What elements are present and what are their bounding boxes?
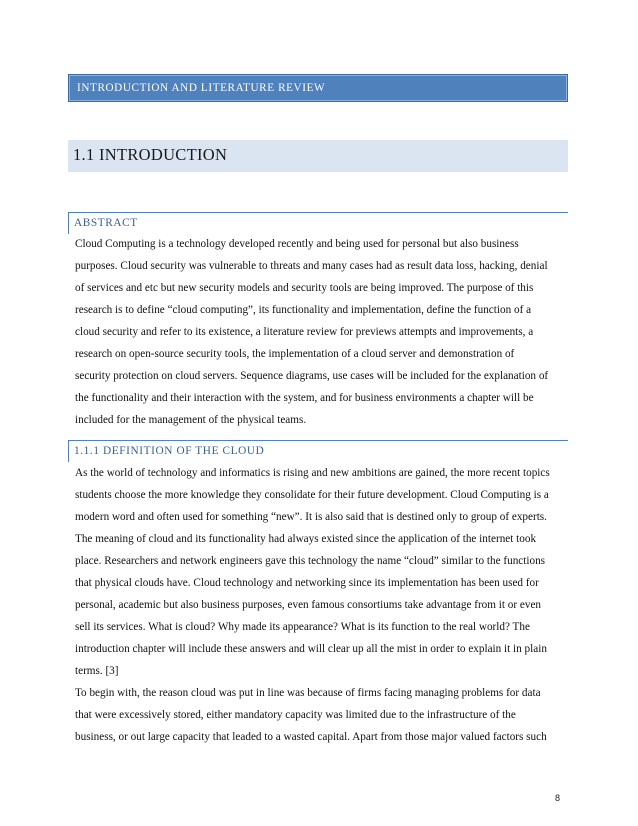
abstract-heading bbox=[68, 212, 568, 234]
paragraph-line: security protection on cloud servers. Sequence diagrams, use cases will be included for the explanation of bbox=[75, 370, 549, 382]
paragraph-line: the functionality and their interaction with the system, and for business environments a chapter will be bbox=[75, 392, 534, 404]
paragraph-line: included for the management of the physical teams. bbox=[75, 414, 307, 426]
chapter-title-banner bbox=[68, 74, 568, 102]
paragraph-line: Cloud Computing is a technology developed recently and being used for personal but also business bbox=[75, 238, 519, 250]
paragraph-line: sell its services. What is cloud? Why made its appearance? What is its function to the real world? The bbox=[75, 621, 530, 633]
definition-heading bbox=[68, 440, 568, 462]
paragraph-line: introduction chapter will include these answers and will clear up all the mist in order to explain it in plain bbox=[75, 643, 547, 655]
paragraph-line: research on open-source security tools, the implementation of a cloud server and demonstration of bbox=[75, 348, 515, 360]
paragraph-line: business, or out large capacity that leaded to a wasted capital. Apart from those major valued factors such bbox=[75, 731, 547, 743]
paragraph-line: of services and etc but new security models and security tools are being improved. The purpose of this bbox=[75, 282, 534, 294]
chapter-title: INTRODUCTION AND LITERATURE REVIEW bbox=[77, 82, 326, 94]
section-title: 1.1 INTRODUCTION bbox=[73, 145, 228, 164]
paragraph-line: students choose the more knowledge they consolidate for their future development. Cloud Computing is a bbox=[75, 489, 549, 501]
definition-heading-text: 1.1.1 DEFINITION OF THE CLOUD bbox=[74, 445, 265, 457]
page-number: 8 bbox=[555, 793, 561, 803]
paragraph-line: terms. [3] bbox=[75, 665, 119, 677]
section-heading bbox=[68, 140, 568, 172]
abstract-heading-text: ABSTRACT bbox=[74, 217, 138, 229]
paragraph-line: that physical clouds have. Cloud technology and networking since its implementation has been used for bbox=[75, 577, 539, 589]
paragraph-line: purposes. Cloud security was vulnerable to threats and many cases had as result data loss, hacking, denial bbox=[75, 260, 548, 272]
paragraph-line: research is to define “cloud computing”, its functionality and implementation, define the function of a bbox=[75, 304, 532, 316]
paragraph-line: personal, academic but also business purposes, even famous consortiums take advantage from it or even bbox=[75, 599, 542, 611]
paragraph-line: place. Researchers and network engineers gave this technology the name “cloud” similar to the functions bbox=[75, 555, 546, 567]
definition-paragraph bbox=[75, 462, 575, 682]
paragraph-line: modern word and often used for something “new”. It is also said that is destined only to group of experts. bbox=[75, 511, 547, 523]
paragraph-line: As the world of technology and informatics is rising and new ambitions are gained, the more recent topics bbox=[75, 467, 550, 479]
paragraph-line: The meaning of cloud and its functionality had always existed since the application of the internet took bbox=[75, 533, 537, 545]
paragraph-line: that were excessively stored, either mandatory capacity was limited due to the infrastructure of the bbox=[75, 709, 516, 721]
abstract-paragraph bbox=[75, 233, 575, 431]
followup-paragraph bbox=[75, 682, 575, 748]
paragraph-line: cloud security and refer to its existence, a literature review for previews attempts and improvements, a bbox=[75, 326, 534, 338]
paragraph-line: To begin with, the reason cloud was put in line was because of firms facing managing problems for data bbox=[75, 687, 541, 699]
